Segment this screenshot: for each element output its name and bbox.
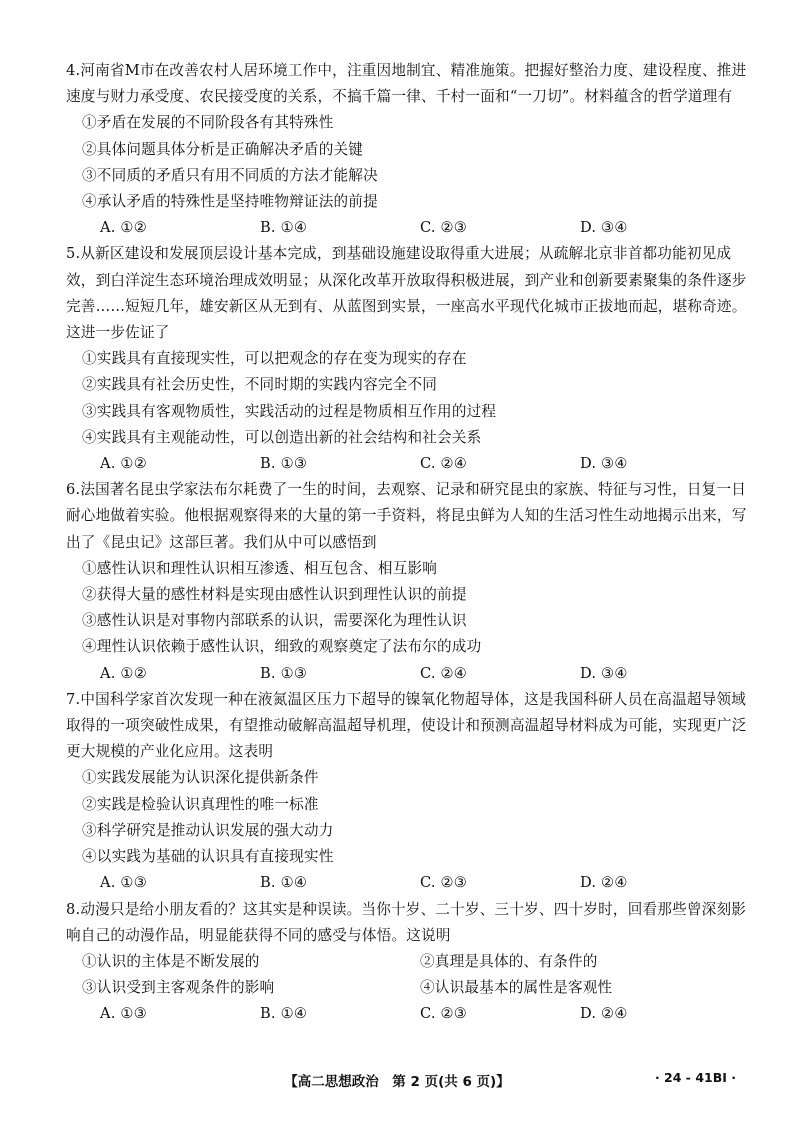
statement-option: ④理性认识依赖于感性认识，细致的观察奠定了法布尔的成功 (82, 638, 482, 656)
choice-a: A. ①③ (100, 1005, 147, 1023)
choice-b: B. ①③ (260, 455, 308, 473)
statement-option: ④认识最基本的属性是客观性 (420, 979, 613, 997)
choice-d: D. ③④ (580, 455, 628, 473)
footer-code: · 24 - 41BI · (654, 1070, 736, 1085)
choice-b: B. ①④ (260, 1005, 308, 1023)
statement-option: ②具体问题具体分析是正确解决矛盾的关键 (82, 140, 364, 158)
question-8 (66, 897, 756, 1028)
choice-a: A. ①② (100, 219, 147, 237)
question-7 (66, 687, 756, 897)
statement-option: ①矛盾在发展的不同阶段各有其特殊性 (82, 114, 334, 132)
answer-choices (100, 451, 756, 477)
statement-grid (82, 949, 756, 1001)
question-list (66, 58, 756, 1028)
choice-d: D. ③④ (580, 664, 628, 682)
answer-choices (100, 215, 756, 241)
statement-option: ③实践具有客观物质性，实践活动的过程是物质相互作用的过程 (82, 402, 497, 420)
question-stem: 8.动漫只是给小朋友看的？这其实是种误读。当你十岁、二十岁、三十岁、四十岁时，回看那些曾深刻影响自己的动漫作品，明显能获得不同的感受与体悟。这说明 (66, 900, 747, 944)
statement-option: ③感性认识是对事物内部联系的认识，需要深化为理性认识 (82, 612, 467, 630)
question-stem: 5.从新区建设和发展顶层设计基本完成，到基础设施建设取得重大进展；从疏解北京非首都功能初见成效，到白洋淀生态环境治理成效明显；从深化改革开放取得积极进展，到产业和创新要素聚集的条件逐步完善……短短几年，雄安新区从无到有、从蓝图到实景，一座高水平现代化城市正拔地而起，堪称奇迹。这进一步佐证了 (66, 245, 747, 342)
statement-option: ②获得大量的感性材料是实现由感性认识到理性认识的前提 (82, 586, 467, 604)
choice-c: C. ②③ (420, 219, 468, 237)
choice-a: A. ①② (100, 455, 147, 473)
choice-d: D. ②④ (580, 874, 628, 892)
statement-option: ③科学研究是推动认识发展的强大动力 (82, 821, 334, 839)
statement-option: ④以实践为基础的认识具有直接现实性 (82, 848, 334, 866)
choice-c: C. ②③ (420, 874, 468, 892)
choice-a: A. ①③ (100, 874, 147, 892)
footer-page-info: 【高二思想政治 第 2 页(共 6 页)】 (284, 1074, 510, 1090)
question-stem: 7.中国科学家首次发现一种在液氮温区压力下超导的镍氧化物超导体，这是我国科研人员在高温超导领域取得的一项突破性成果，有望推动破解高温超导机理，使设计和预测高温超导材料成为可能，实现更广泛更大规模的产业化应用。这表明 (66, 690, 747, 761)
page-footer (0, 1070, 794, 1094)
statement-option: ④承认矛盾的特殊性是坚持唯物辩证法的前提 (82, 193, 378, 211)
choice-a: A. ①② (100, 664, 147, 682)
statement-option: ②实践是检验认识真理性的唯一标准 (82, 795, 319, 813)
choice-d: D. ②④ (580, 1005, 628, 1023)
question-stem: 4.河南省M市在改善农村人居环境工作中，注重因地制宜、精准施策。把握好整治力度、建设程度、推进速度与财力承受度、农民接受度的关系，不搞千篇一律、千村一面和“一刀切”。材料蕴含的哲学道理有 (66, 62, 747, 106)
statement-option: ②真理是具体的、有条件的 (420, 952, 598, 970)
question-stem: 6.法国著名昆虫学家法布尔耗费了一生的时间，去观察、记录和研究昆虫的家族、特征与习性，日复一日耐心地做着实验。他根据观察得来的大量的第一手资料，将昆虫鲜为人知的生活习性生动地揭示出来，写出了《昆虫记》这部巨著。我们从中可以感悟到 (66, 481, 747, 551)
statement-option: ①感性认识和理性认识相互渗透、相互包含、相互影响 (82, 559, 438, 577)
statement-option: ④实践具有主观能动性，可以创造出新的社会结构和社会关系 (82, 428, 482, 446)
choice-c: C. ②③ (420, 1005, 468, 1023)
statement-option: ③不同质的矛盾只有用不同质的方法才能解决 (82, 166, 378, 184)
answer-choices (100, 661, 756, 687)
choice-b: B. ①③ (260, 664, 308, 682)
statement-option: ②实践具有社会历史性，不同时期的实践内容完全不同 (82, 376, 438, 394)
question-5 (66, 241, 756, 477)
question-6 (66, 477, 756, 687)
answer-choices (100, 870, 756, 896)
statement-option: ③认识受到主客观条件的影响 (82, 979, 275, 997)
choice-b: B. ①④ (260, 874, 308, 892)
choice-b: B. ①④ (260, 219, 308, 237)
question-4 (66, 58, 756, 241)
statement-option: ①认识的主体是不断发展的 (82, 952, 260, 970)
choice-d: D. ③④ (580, 219, 628, 237)
statement-option: ①实践发展能为认识深化提供新条件 (82, 769, 319, 787)
choice-c: C. ②④ (420, 455, 468, 473)
answer-choices (100, 1001, 756, 1027)
choice-c: C. ②④ (420, 664, 468, 682)
statement-option: ①实践具有直接现实性，可以把观念的存在变为现实的存在 (82, 350, 467, 368)
